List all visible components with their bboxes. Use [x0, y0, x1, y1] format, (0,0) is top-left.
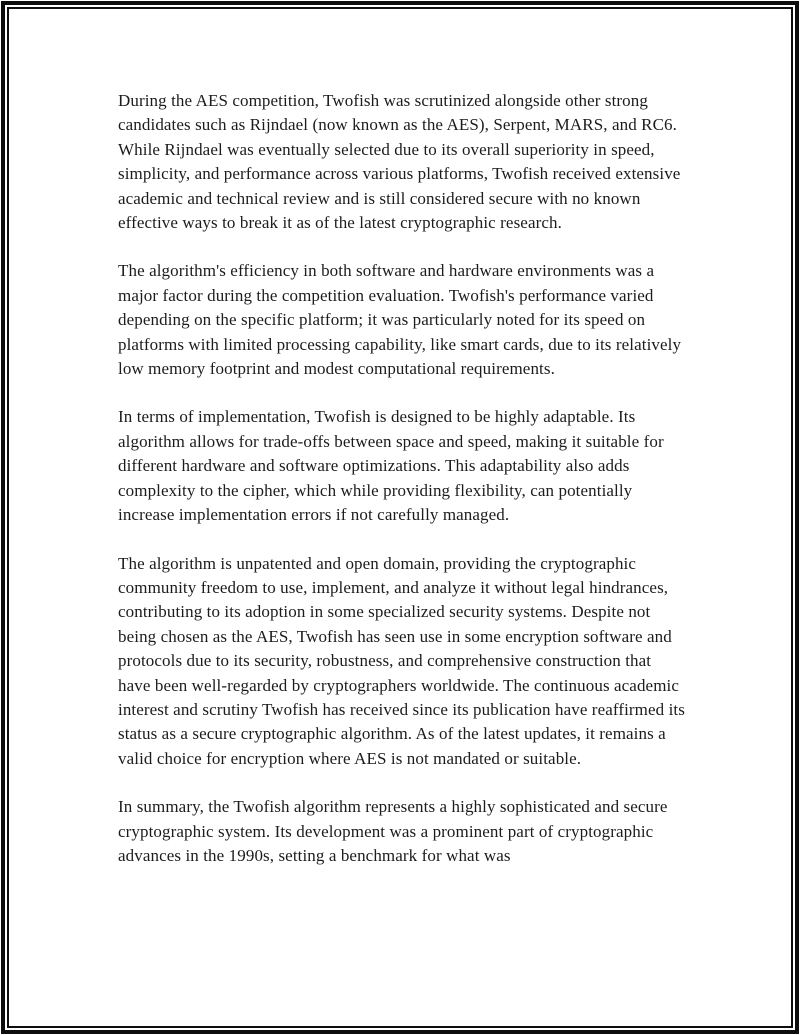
- paragraph-implementation: In terms of implementation, Twofish is designed to be highly adaptable. Its algorithm allows for trade-offs between space and speed, making it suitable for different hardware and software optimizations. This adaptability also adds complexity to the cipher, which while providing flexibility, can potentially increase implementation errors if not carefully managed.: [118, 407, 664, 525]
- paragraph-unpatented: The algorithm is unpatented and open domain, providing the cryptographic community freedom to use, implement, and analyze it without legal hindrances, contributing to its adoption in some specialized security systems. Despite not being chosen as the AES, Twofish has seen use in some encryption software and protocols due to its security, robustness, and comprehensive construction that have been well-regarded by cryptographers worldwide. The continuous academic interest and scrutiny Twofish has received since its publication have reaffirmed its status as a secure cryptographic algorithm. As of the latest updates, it remains a valid choice for encryption where AES is not mandated or suitable.: [118, 553, 685, 768]
- paragraph-efficiency: The algorithm's efficiency in both software and hardware environments was a major factor during the competition evaluation. Twofish's performance varied depending on the specific platform; it was particularly noted for its speed on platforms with limited processing capability, like smart cards, due to its relatively low memory footprint and modest computational requirements.: [118, 261, 682, 379]
- document-body: [118, 89, 686, 868]
- paragraph-aes-competition: During the AES competition, Twofish was scrutinized alongside other strong candidates such as Rijndael (now known as the AES), Serpent, MARS, and RC6. While Rijndael was eventually selected due to its overall superiority in speed, simplicity, and performance across various platforms, Twofish received extensive academic and technical review and is still considered secure with no known effective ways to break it as of the latest cryptographic research.: [118, 91, 681, 233]
- paragraph-summary: In summary, the Twofish algorithm represents a highly sophisticated and secure cryptographic system. Its development was a prominent part of cryptographic advances in the 1990s, setting a benchmark for what was: [118, 797, 668, 865]
